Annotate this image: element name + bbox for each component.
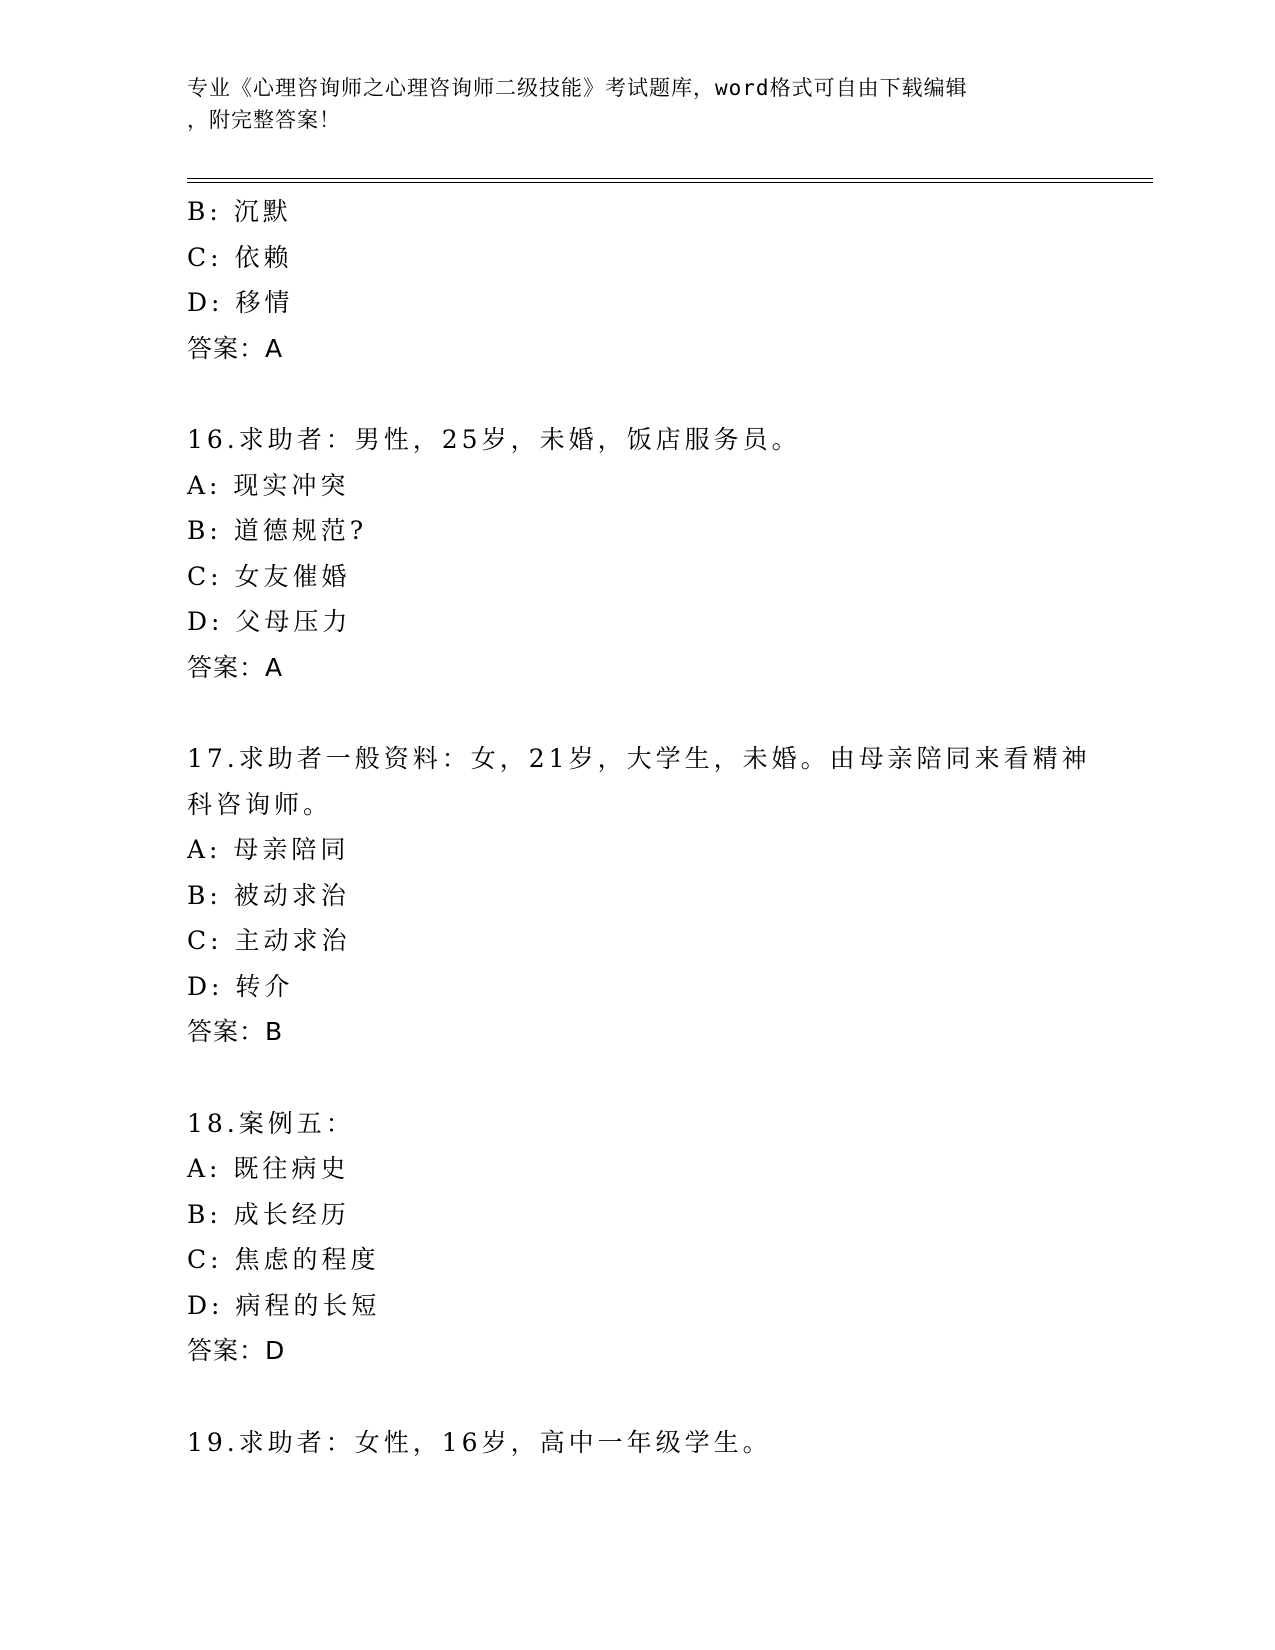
question-text-line-2: 科咨询师。 [187, 789, 333, 819]
option-a: A: 母亲陪同 [187, 835, 350, 864]
question-text: 18.案例五： [187, 1108, 355, 1138]
option-b: B: 道德规范? [187, 516, 368, 545]
answer: 答案：D [187, 1336, 286, 1365]
question-list [187, 189, 1091, 1465]
option-c: C: 依赖 [187, 242, 293, 272]
question-text: 16.求助者：男性，25岁，未婚，饭店服务员。 [187, 425, 801, 454]
option-b: B: 被动求治 [187, 880, 350, 910]
option-b: B: 沉默 [187, 197, 292, 226]
question-19 [187, 1420, 1087, 1466]
header-divider-top [187, 178, 1153, 179]
option-d: D: 病程的长短 [187, 1290, 381, 1320]
question-text: 19.求助者：女性，16岁，高中一年级学生。 [187, 1427, 772, 1457]
answer: 答案：A [187, 652, 284, 682]
option-d: D: 父母压力 [187, 607, 352, 636]
question-18 [187, 1101, 1087, 1374]
header-line-2: ，附完整答案！ [187, 108, 341, 132]
question-15-continuation [187, 189, 1087, 371]
option-a: A: 现实冲突 [187, 470, 350, 500]
question-text-line-1: 17.求助者一般资料：女，21岁，大学生，未婚。由母亲陪同来看精神 [187, 744, 1091, 773]
document-header [187, 72, 1087, 136]
answer: 答案：A [187, 333, 284, 363]
option-c: C: 焦虑的程度 [187, 1245, 380, 1274]
question-17 [187, 736, 1091, 1055]
option-b: B: 成长经历 [187, 1199, 350, 1229]
option-a: A: 既往病史 [187, 1154, 350, 1183]
question-16 [187, 417, 1087, 690]
option-c: C: 主动求治 [187, 926, 351, 955]
header-divider-bottom [187, 182, 1153, 183]
answer: 答案：B [187, 1017, 284, 1046]
option-d: D: 转介 [187, 971, 294, 1001]
header-line-1: 专业《心理咨询师之心理咨询师二级技能》考试题库，word格式可自由下载编辑 [187, 76, 968, 100]
option-d: D: 移情 [187, 288, 294, 317]
option-c: C: 女友催婚 [187, 561, 351, 591]
